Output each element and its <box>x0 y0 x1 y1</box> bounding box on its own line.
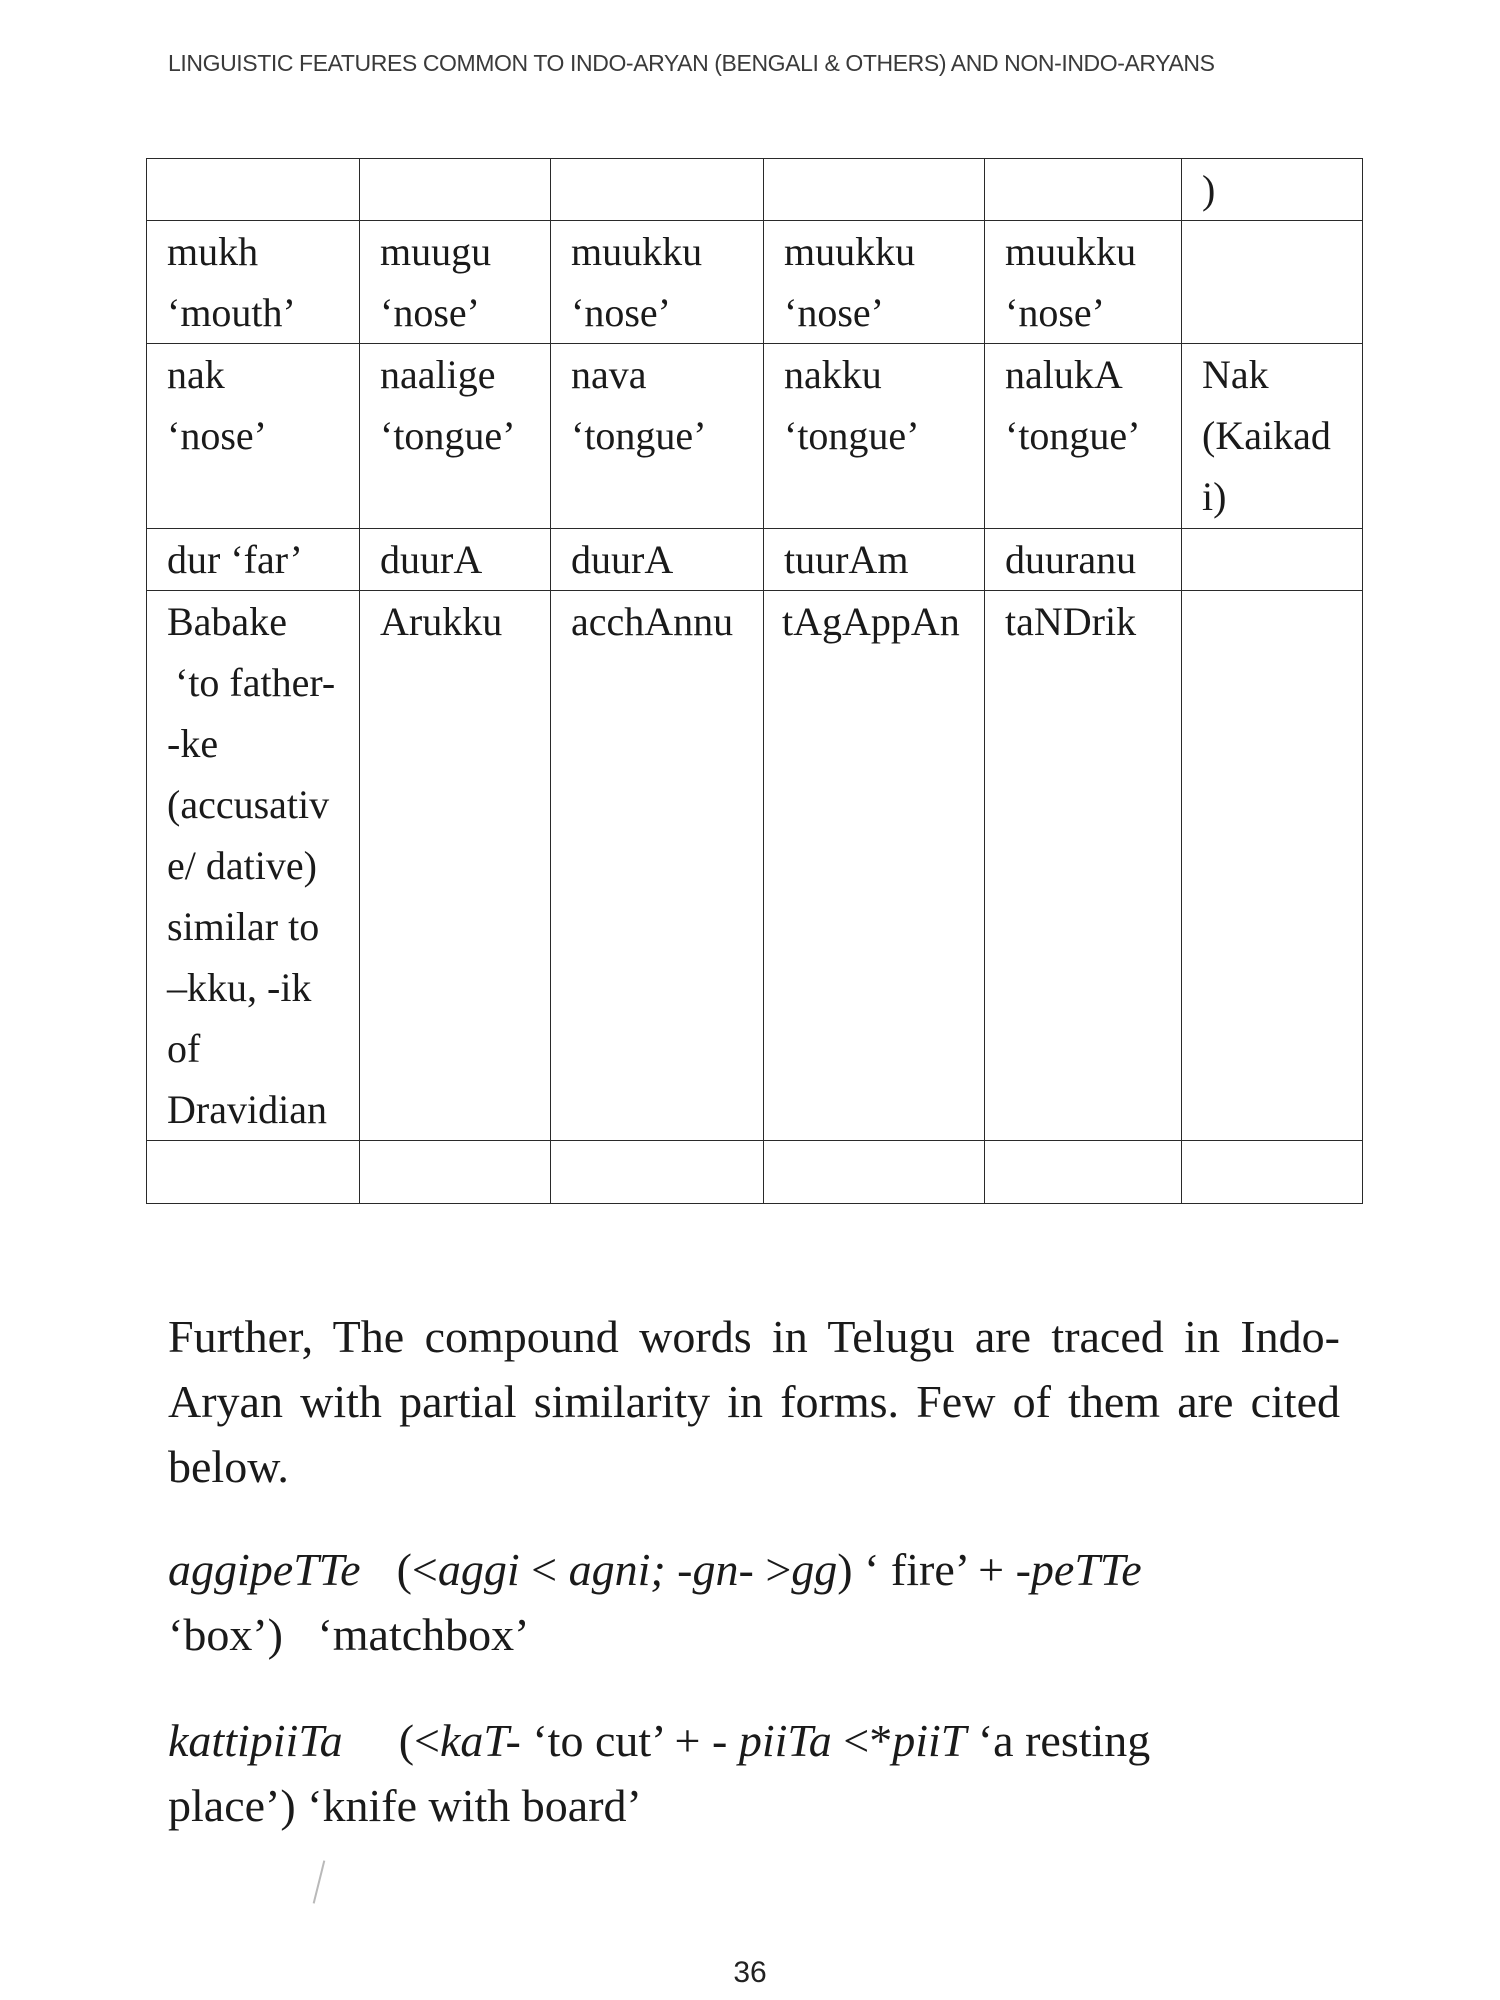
word-arukku: Arukku <box>380 599 503 644</box>
table-cell <box>551 344 764 529</box>
word-nakku: nakku <box>784 352 882 397</box>
table-row <box>147 344 1363 529</box>
table-cell <box>985 159 1182 221</box>
babake-note-line: Dravidian <box>167 1087 327 1132</box>
babake-note-line: similar to <box>167 904 320 949</box>
table-cell <box>985 1141 1182 1204</box>
example-kattipiita <box>168 1708 1340 1838</box>
page-number: 36 <box>733 1956 767 1989</box>
word-duura: duurA <box>571 537 674 582</box>
table-cell <box>764 344 985 529</box>
word-babake: Babake <box>167 599 287 644</box>
gloss-tongue: ‘tongue’ <box>571 413 707 458</box>
form-piit: piiT <box>892 1715 967 1766</box>
word-dur: dur ‘far’ <box>167 537 303 582</box>
table-cell <box>147 221 360 344</box>
gloss-nose: ‘nose’ <box>380 290 480 335</box>
table-cell <box>764 221 985 344</box>
table-cell <box>764 529 985 591</box>
word-comparison-table <box>146 158 1363 1204</box>
word-tagappan: tAgAppAn <box>782 599 960 644</box>
table-row <box>147 221 1363 344</box>
table-cell <box>360 344 551 529</box>
gloss-knife-with-board: place’) ‘knife with board’ <box>168 1780 642 1831</box>
gloss-tongue: ‘tongue’ <box>380 413 516 458</box>
gloss-fire: ) ‘ fire’ + <box>837 1544 1016 1595</box>
table-cell <box>764 591 985 1141</box>
language-kaikadi-part2: i) <box>1202 474 1227 519</box>
table-cell <box>147 159 360 221</box>
running-header: LINGUISTIC FEATURES COMMON TO INDO-ARYAN (BENGALI & OTHERS) AND NON-INDO-ARYANS <box>168 50 1215 76</box>
less-than: < <box>519 1544 569 1595</box>
table-cell <box>985 221 1182 344</box>
word-mukh: mukh <box>167 229 259 274</box>
gloss-resting: ‘a resting <box>966 1715 1151 1766</box>
table-cell <box>1182 529 1363 591</box>
babake-note-line: of <box>167 1026 201 1071</box>
paragraph-compound-words: Further, The compound words in Telugu are traced in Indo-Aryan with partial similarity in forms. Few of them are cited below. <box>168 1311 1340 1492</box>
table-cell <box>1182 591 1363 1141</box>
word-nak-kaikadi: Nak <box>1202 352 1269 397</box>
babake-note-line: ‘to father- <box>175 660 336 705</box>
table-cell <box>551 1141 764 1204</box>
gloss-matchbox: ‘box’) ‘matchbox’ <box>168 1609 530 1660</box>
closing-parenthesis: ) <box>1202 167 1216 212</box>
babake-note-line: -ke <box>167 721 219 766</box>
gloss-tongue: ‘tongue’ <box>784 413 920 458</box>
form-agni: agni; <box>568 1544 666 1595</box>
word-tuuram: tuurAm <box>784 537 909 582</box>
word-muugu: muugu <box>380 229 492 274</box>
table-row <box>147 529 1363 591</box>
table-cell <box>147 344 360 529</box>
table-cell <box>360 529 551 591</box>
word-muukku: muukku <box>784 229 916 274</box>
pencil-stroke-mark <box>313 1860 326 1903</box>
greater-than: > <box>753 1544 792 1595</box>
table-cell <box>360 1141 551 1204</box>
gloss-tongue: ‘tongue’ <box>1005 413 1141 458</box>
less-than-star: <* <box>831 1715 893 1766</box>
table-cell <box>147 529 360 591</box>
headword-kattipiita: kattipiiTa <box>168 1715 343 1766</box>
table-row <box>147 591 1363 1141</box>
babake-note-line: (accusativ <box>167 782 330 827</box>
table-cell <box>985 529 1182 591</box>
word-duuranu: duuranu <box>1005 537 1137 582</box>
table-cell <box>1182 221 1363 344</box>
babake-note-line: –kku, -ik <box>167 965 312 1010</box>
form-pette: -peTTe <box>1015 1544 1142 1595</box>
word-duura: duurA <box>380 537 483 582</box>
table-cell <box>147 1141 360 1204</box>
table-cell <box>360 591 551 1141</box>
table-cell <box>985 344 1182 529</box>
gloss-mouth: ‘mouth’ <box>167 290 296 335</box>
cluster-gg: gg <box>791 1544 838 1595</box>
word-nak: nak <box>167 352 225 397</box>
table-cell <box>985 591 1182 1141</box>
word-muukku: muukku <box>571 229 703 274</box>
word-tandrik: taNDrik <box>1005 599 1137 644</box>
form-piita: piiTa <box>738 1715 832 1766</box>
cluster-gn: -gn- <box>677 1544 754 1595</box>
babake-note-line: e/ dative) <box>167 843 317 888</box>
table-cell <box>147 591 360 1141</box>
table-cell <box>1182 344 1363 529</box>
language-kaikadi-part1: (Kaikad <box>1202 413 1331 458</box>
gloss-nose: ‘nose’ <box>167 413 267 458</box>
gloss-nose: ‘nose’ <box>1005 290 1105 335</box>
table-cell <box>764 1141 985 1204</box>
table-cell <box>551 591 764 1141</box>
table-cell <box>1182 159 1363 221</box>
table-cell <box>360 221 551 344</box>
form-kat: kaT- <box>439 1715 521 1766</box>
word-nava: nava <box>571 352 647 397</box>
table-cell <box>1182 1141 1363 1204</box>
word-muukku: muukku <box>1005 229 1137 274</box>
gloss-to-cut: ‘to cut’ + - <box>520 1715 739 1766</box>
word-acchannu: acchAnnu <box>571 599 734 644</box>
table-row <box>147 1141 1363 1204</box>
gloss-nose: ‘nose’ <box>571 290 671 335</box>
word-naalige: naalige <box>380 352 496 397</box>
table-row <box>147 159 1363 221</box>
table-cell <box>551 529 764 591</box>
table-cell <box>551 159 764 221</box>
table-cell <box>551 221 764 344</box>
paren-open: (< <box>396 1544 438 1595</box>
example-aggipette <box>168 1537 1340 1667</box>
gloss-nose: ‘nose’ <box>784 290 884 335</box>
table-cell <box>360 159 551 221</box>
paren-open: (< <box>398 1715 440 1766</box>
form-aggi: aggi <box>437 1544 520 1595</box>
headword-aggipette: aggipeTTe <box>168 1544 361 1595</box>
word-naluka: nalukA <box>1005 352 1123 397</box>
table-cell <box>764 159 985 221</box>
